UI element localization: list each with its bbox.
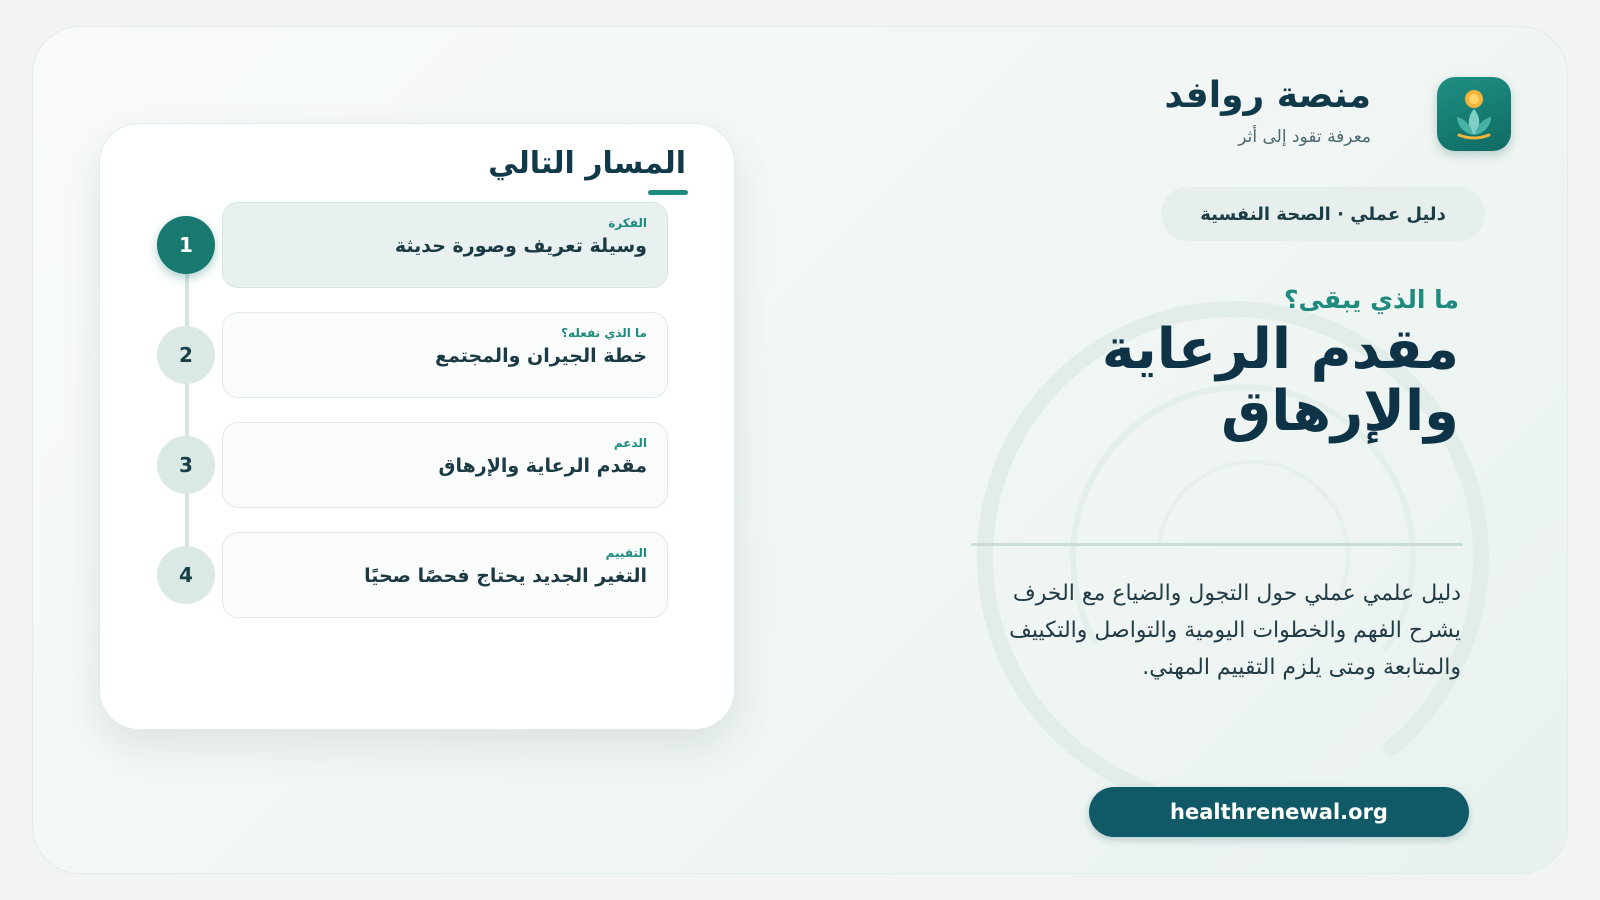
step-item-2[interactable] (222, 312, 668, 398)
step-text: التغير الجديد يحتاج فحصًا صحيًا (364, 565, 647, 587)
step-number-2: 2 (157, 326, 215, 384)
brand-name: منصة روافد (1164, 75, 1371, 116)
step-text: وسيلة تعريف وصورة حديثة (394, 235, 647, 257)
website-url-button[interactable]: healthrenewal.org (1089, 787, 1469, 837)
step-item-4[interactable] (222, 532, 668, 618)
steps-track (185, 244, 189, 574)
step-label: الفكرة (608, 216, 647, 230)
step-label: الدعم (613, 436, 647, 450)
hero-headline: مقدم الرعاية والإرهاق (1101, 317, 1459, 444)
step-item-3[interactable] (222, 422, 668, 508)
next-path-card (99, 123, 735, 730)
step-number-3: 3 (157, 436, 215, 494)
brand-tagline: معرفة تقود إلى أثر (1238, 127, 1371, 147)
main-frame (32, 26, 1568, 874)
step-number-1: 1 (157, 216, 215, 274)
step-label: التقييم (605, 546, 647, 560)
step-label: ما الذي نفعله؟ (561, 326, 647, 340)
step-text: خطة الجيران والمجتمع (435, 345, 647, 367)
hero-kicker: ما الذي يبقى؟ (1284, 285, 1459, 314)
hero-description: دليل علمي عملي حول التجول والضياع مع الخرف يشرح الفهم والخطوات اليومية والتواصل والتكييف والمتابعة ومتى يلزم التقييم المهني. (1009, 581, 1461, 680)
step-text: مقدم الرعاية والإرهاق (438, 455, 647, 477)
divider (971, 543, 1463, 546)
step-number-4: 4 (157, 546, 215, 604)
brand-logo-icon (1437, 77, 1511, 151)
title-underline (648, 190, 688, 195)
card-title: المسار التالي (488, 146, 686, 181)
category-pill: دليل عملي · الصحة النفسية (1161, 187, 1485, 241)
step-item-1[interactable] (222, 202, 668, 288)
